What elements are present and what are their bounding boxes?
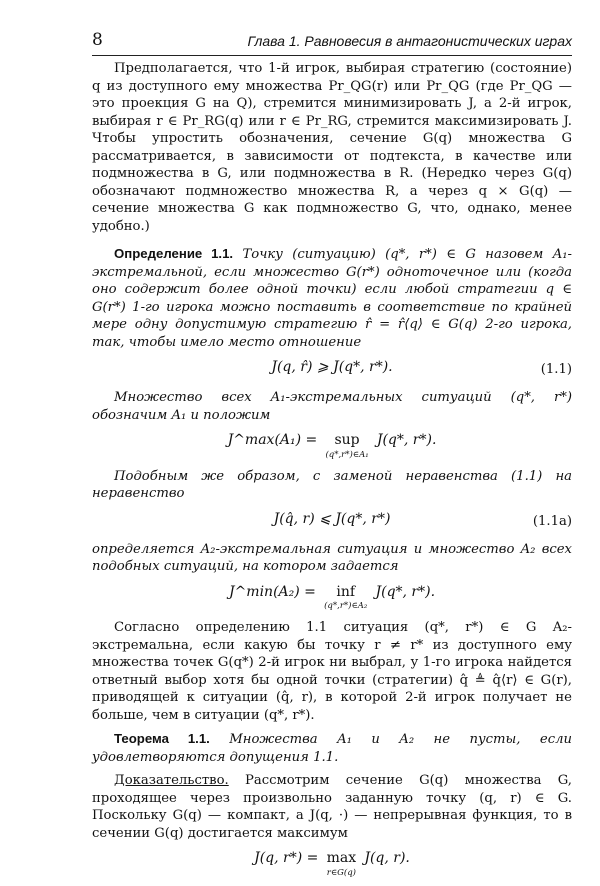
theorem-label: Теорема 1.1.	[114, 731, 210, 746]
formula-1-1a-number: (1.1a)	[532, 513, 572, 529]
formula-max-operator	[327, 850, 357, 878]
definition-text: Точку (ситуацию) (q*, r*) ∈ G назовем A₁-экстремальной, если множество G(r*) одноточечное или (когда оно содержит более одной точки) если любой стратегии q ∈ G(r*) 1-го игрока можно поставить в соответствие по крайней мере одну допустимую стратегию r̂ = r̂⟨q⟩ ∈ G(q) 2-го игрока, так, чтобы имело место отношение	[92, 247, 572, 350]
theorem-1-1	[92, 730, 572, 766]
formula-1-1a-expression: J(q̂, r) ⩽ J(q*, r*)	[273, 510, 391, 527]
formula-jmin	[92, 584, 572, 612]
formula-1-1-number: (1.1)	[540, 362, 572, 377]
formula-jmin-lhs: J^min(A₂) =	[228, 583, 316, 600]
definition-label: Определение 1.1.	[114, 246, 234, 261]
page-body	[92, 60, 572, 886]
inf-subscript: (q*,r*)∈A₂	[324, 601, 368, 611]
definition-1-1	[92, 245, 572, 351]
header-rule	[92, 55, 572, 56]
formula-1-1	[92, 359, 572, 381]
max-subscript: r∈G(q)	[326, 867, 356, 878]
similar-text: Подобным же образом, с заменой неравенства (1.1) на неравенство	[92, 468, 572, 501]
formula-jmin-operator	[324, 584, 367, 612]
proof	[92, 772, 572, 842]
page-number: 8	[92, 30, 103, 50]
formula-jmax-rhs: J(q*, r*).	[376, 432, 437, 448]
formula-max-lhs: J(q, r*) =	[254, 850, 319, 866]
page-header	[92, 30, 572, 54]
proof-text: Рассмотрим сечение G(q) множества G, проходящее через произвольно заданную точку (q, r) ∈ G. Поскольку G(q) — компакт, а J(q, ·) — непрерывная функция, то в сечении G(q) достигается максимум	[92, 773, 572, 841]
sup-subscript: (q*,r*)∈A₁	[325, 449, 369, 460]
paragraph-2: Согласно определению 1.1 ситуация (q*, r*) ∈ G A₂-экстремальна, если какую бы точку r ≠ r* из доступного ему множества точек G(q*) 2-й игрок ни выбрал, у 1-го игрока найдется ответный выбор хотя бы одной точки (стратегии) q̂ ≜ q̂⟨r⟩ ∈ G(r), приводящей к ситуации (q̂, r), в которой 2-й игрок получает не больше, чем в ситуации (q*, r*).	[92, 620, 572, 723]
proof-label: Доказательство.	[114, 773, 229, 788]
formula-jmax-operator	[325, 432, 368, 460]
formula-1-1a	[92, 511, 572, 533]
max-operator: max	[326, 850, 357, 866]
theorem-text: Множества A₁ и A₂ не пусты, если удовлетворяются допущения 1.1.	[92, 732, 572, 765]
set-a1-text: Множество всех A₁-экстремальных ситуаций (q*, r*) обозначим A₁ и положим	[92, 390, 572, 423]
formula-jmax	[92, 432, 572, 460]
formula-max-rhs: J(q, r).	[364, 850, 410, 866]
formula-jmin-rhs: J(q*, r*).	[375, 583, 436, 600]
formula-1-1-expression: J(q, r̂) ⩾ J(q*, r*).	[271, 359, 393, 375]
chapter-title: Глава 1. Равновесия в антагонистических играх	[247, 33, 572, 49]
intro-paragraph: Предполагается, что 1-й игрок, выбирая стратегию (состояние) q из доступного ему множества Pr_QG(r) или Pr_QG (где Pr_QG — это проекция G на Q), стремится минимизировать J, а 2-й игрок, выбирая r ∈ Pr_RG(q) или r ∈ Pr_RG, стремится максимизировать J. Чтобы упростить обозначения, сечение G(q) множества G рассматривается, в зависимости от подтекста, в качестве или подмножества в G, или подмножества в R. (Нередко через G(q) обозначают подмножество множества R, а через q × G(q) — сечение множества G как подмножество G, что, однако, менее удобно.)	[92, 61, 572, 234]
formula-jmax-lhs: J^max(A₁) =	[227, 432, 318, 448]
sup-operator: sup	[334, 432, 360, 448]
inf-operator: inf	[336, 583, 356, 600]
formula-max	[92, 850, 572, 878]
a2-text: определяется A₂-экстремальная ситуация и множество A₂ всех подобных ситуаций, на котором задается	[92, 541, 572, 574]
